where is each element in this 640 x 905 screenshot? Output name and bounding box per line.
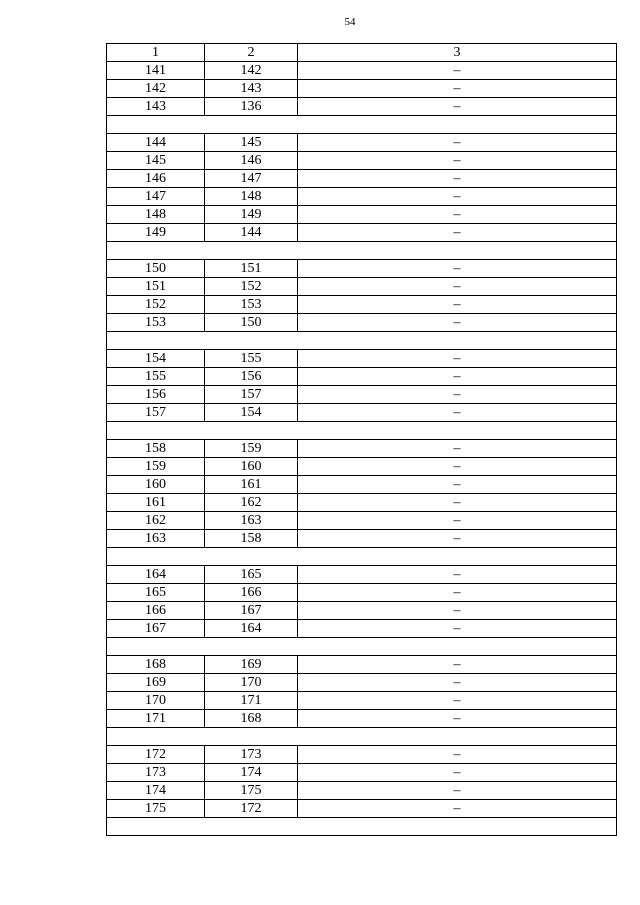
table-cell-col2: 161 [205, 476, 298, 493]
table-cell-col3: – [453, 567, 461, 582]
table-cell-col1: 174 [107, 782, 205, 799]
table-cell-col2: 167 [205, 602, 298, 619]
table-cell-col3: – [453, 369, 461, 384]
table-row [107, 62, 616, 80]
table-cell-col2: 166 [205, 584, 298, 601]
table-cell-col2: 171 [205, 692, 298, 709]
table-cell-col2: 145 [205, 134, 298, 151]
table-cell-col2: 146 [205, 152, 298, 169]
table-cell-col3: – [453, 297, 461, 312]
table-cell-col3: – [453, 621, 461, 636]
table-cell-col3: – [453, 603, 461, 618]
column-header-2: 2 [205, 44, 298, 61]
group-separator-row [107, 332, 616, 350]
table-cell-col2: 159 [205, 440, 298, 457]
table-cell-col2: 149 [205, 206, 298, 223]
group-separator-row [107, 422, 616, 440]
table-cell-col3: – [453, 189, 461, 204]
table-cell-col2: 163 [205, 512, 298, 529]
table-cell-col3: – [453, 801, 461, 816]
group-separator-row [107, 116, 616, 134]
table-cell-col3: – [453, 693, 461, 708]
table-cell-col1: 160 [107, 476, 205, 493]
table-cell-col1: 153 [107, 314, 205, 331]
table-cell-col3: – [453, 531, 461, 546]
table-cell-col3: – [453, 171, 461, 186]
table-cell-col1: 163 [107, 530, 205, 547]
table-row [107, 404, 616, 422]
table-row [107, 152, 616, 170]
table-row [107, 314, 616, 332]
table-row [107, 134, 616, 152]
table-row [107, 800, 616, 818]
table-cell-col2: 142 [205, 62, 298, 79]
table-header-row [107, 44, 616, 62]
table-cell-col3: – [453, 81, 461, 96]
table-cell-col2: 169 [205, 656, 298, 673]
table-cell-col3: – [453, 477, 461, 492]
group-separator-row [107, 728, 616, 746]
table-cell-col3: – [453, 441, 461, 456]
table-row [107, 80, 616, 98]
table-cell-col1: 161 [107, 494, 205, 511]
table-cell-col2: 151 [205, 260, 298, 277]
table-row [107, 368, 616, 386]
table-cell-col1: 155 [107, 368, 205, 385]
column-header-3: 3 [453, 45, 461, 60]
table-cell-col3: – [453, 99, 461, 114]
table-cell-col1: 166 [107, 602, 205, 619]
table-row [107, 764, 616, 782]
table-cell-col1: 170 [107, 692, 205, 709]
table-cell-col2: 158 [205, 530, 298, 547]
table-cell-col3: – [453, 207, 461, 222]
table-cell-col2: 153 [205, 296, 298, 313]
table-row [107, 206, 616, 224]
table-cell-col2: 143 [205, 80, 298, 97]
table-cell-col1: 151 [107, 278, 205, 295]
table-row [107, 620, 616, 638]
table-row [107, 584, 616, 602]
table-cell-col3: – [453, 459, 461, 474]
table-cell-col3: – [453, 585, 461, 600]
table-cell-col2: 144 [205, 224, 298, 241]
table-cell-col2: 165 [205, 566, 298, 583]
table-row [107, 350, 616, 368]
table-cell-col3: – [453, 765, 461, 780]
table-row [107, 278, 616, 296]
table-cell-col3: – [453, 387, 461, 402]
table-cell-col1: 142 [107, 80, 205, 97]
table-cell-col1: 149 [107, 224, 205, 241]
table-cell-col1: 172 [107, 746, 205, 763]
table-row [107, 512, 616, 530]
table-row [107, 296, 616, 314]
table-cell-col1: 156 [107, 386, 205, 403]
table-cell-col1: 146 [107, 170, 205, 187]
table-cell-col1: 168 [107, 656, 205, 673]
group-separator-row [107, 818, 616, 836]
table-row [107, 98, 616, 116]
table-cell-col2: 174 [205, 764, 298, 781]
table-cell-col1: 157 [107, 404, 205, 421]
column-header-1: 1 [107, 44, 205, 61]
table-cell-col1: 143 [107, 98, 205, 115]
table-cell-col2: 175 [205, 782, 298, 799]
table-cell-col2: 156 [205, 368, 298, 385]
table-cell-col2: 155 [205, 350, 298, 367]
table-row [107, 386, 616, 404]
page-number: 54 [344, 16, 356, 28]
table-cell-col3: – [453, 135, 461, 150]
table-row [107, 566, 616, 584]
table-row [107, 782, 616, 800]
table-cell-col1: 162 [107, 512, 205, 529]
table-cell-col2: 162 [205, 494, 298, 511]
table-cell-col3: – [453, 513, 461, 528]
table-cell-col2: 148 [205, 188, 298, 205]
table-row [107, 530, 616, 548]
table-cell-col3: – [453, 495, 461, 510]
group-separator-row [107, 548, 616, 566]
table-row [107, 710, 616, 728]
table-row [107, 656, 616, 674]
table-cell-col3: – [453, 153, 461, 168]
table-cell-col2: 136 [205, 98, 298, 115]
table-row [107, 170, 616, 188]
table-cell-col1: 141 [107, 62, 205, 79]
table-cell-col2: 173 [205, 746, 298, 763]
table-cell-col1: 171 [107, 710, 205, 727]
table-cell-col1: 158 [107, 440, 205, 457]
table-cell-col1: 164 [107, 566, 205, 583]
table-cell-col3: – [453, 711, 461, 726]
table-cell-col3: – [453, 63, 461, 78]
table-cell-col1: 159 [107, 458, 205, 475]
table-cell-col1: 173 [107, 764, 205, 781]
table-cell-col1: 145 [107, 152, 205, 169]
table-row [107, 458, 616, 476]
table-row [107, 746, 616, 764]
table-cell-col2: 170 [205, 674, 298, 691]
table-cell-col3: – [453, 225, 461, 240]
table-row [107, 476, 616, 494]
table-cell-col2: 157 [205, 386, 298, 403]
table-cell-col3: – [453, 783, 461, 798]
table-cell-col3: – [453, 279, 461, 294]
group-separator-row [107, 242, 616, 260]
table-cell-col3: – [453, 747, 461, 762]
table-cell-col3: – [453, 405, 461, 420]
table-row [107, 692, 616, 710]
group-separator-row [107, 638, 616, 656]
table-cell-col3: – [453, 351, 461, 366]
table-cell-col3: – [453, 657, 461, 672]
table-cell-col1: 148 [107, 206, 205, 223]
table-cell-col2: 164 [205, 620, 298, 637]
table-row [107, 188, 616, 206]
table-cell-col3: – [453, 675, 461, 690]
table-cell-col1: 154 [107, 350, 205, 367]
table-row [107, 674, 616, 692]
table-cell-col1: 144 [107, 134, 205, 151]
table-cell-col2: 152 [205, 278, 298, 295]
table-cell-col2: 168 [205, 710, 298, 727]
table-row [107, 260, 616, 278]
table-cell-col1: 175 [107, 800, 205, 817]
table-cell-col2: 147 [205, 170, 298, 187]
table-cell-col1: 152 [107, 296, 205, 313]
table-cell-col1: 147 [107, 188, 205, 205]
table-row [107, 602, 616, 620]
table-cell-col1: 150 [107, 260, 205, 277]
table-cell-col2: 150 [205, 314, 298, 331]
table-cell-col3: – [453, 315, 461, 330]
table-cell-col2: 154 [205, 404, 298, 421]
table-cell-col1: 167 [107, 620, 205, 637]
data-table [106, 43, 617, 836]
table-row [107, 440, 616, 458]
table-cell-col1: 165 [107, 584, 205, 601]
table-cell-col1: 169 [107, 674, 205, 691]
table-cell-col3: – [453, 261, 461, 276]
table-row [107, 224, 616, 242]
table-cell-col2: 160 [205, 458, 298, 475]
table-cell-col2: 172 [205, 800, 298, 817]
table-row [107, 494, 616, 512]
